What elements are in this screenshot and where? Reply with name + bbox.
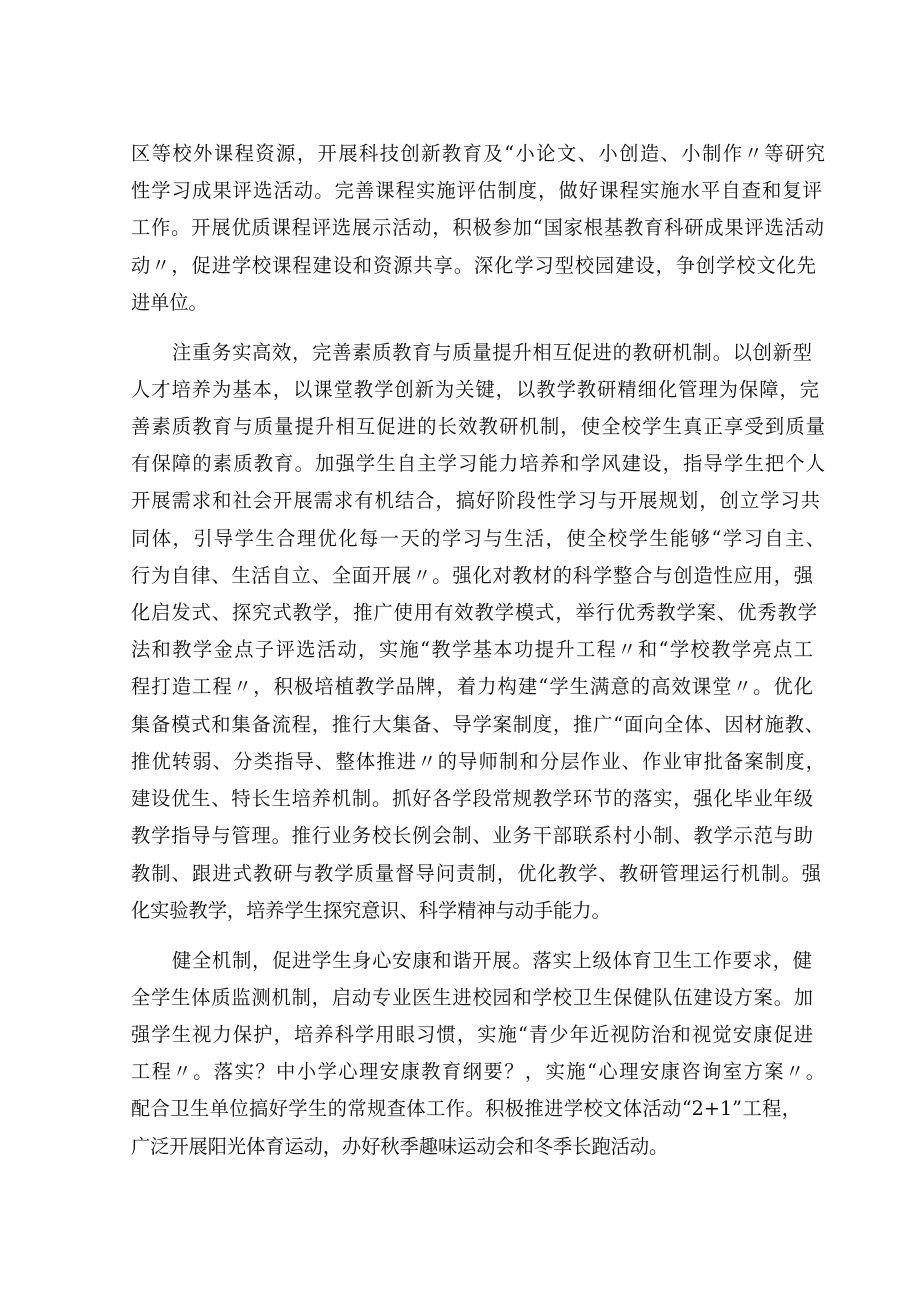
text-line — [0, 596, 920, 630]
line-text: 开展需求和社会开展需求有机结合，搞好阶段性学习与开展规划，创立学习共 — [131, 489, 820, 512]
line-text: 善素质教育与质量提升相互促进的长效教研机制，使全校学生真正享受到质量 — [131, 415, 825, 438]
text-line — [0, 336, 920, 370]
text-line — [0, 944, 920, 978]
line-text: 健全机制，促进学生身心安康和谐开展。落实上级体育卫生工作要求，健 — [172, 949, 812, 972]
text-line — [0, 708, 920, 742]
line-text: 工作。开展优质课程评选展示活动，积极参加“国家根基教育科研成果评选活动 — [131, 216, 824, 239]
text-line — [0, 484, 920, 518]
line-text: 配合卫生单位搞好学生的常规查体工作。积极推进学校文体活动“2+1”工程， — [131, 1097, 801, 1120]
line-text: 同体，引导学生合理优化每一天的学习与生活，使全校学生能够“学习自主、 — [131, 527, 825, 550]
text-line — [0, 522, 920, 556]
line-text: 化启发式、探究式教学，推广使用有效教学模式，举行优秀教学案、优秀教学 — [131, 601, 817, 624]
text-line — [0, 782, 920, 816]
text-line — [0, 447, 920, 481]
text-line — [0, 1092, 920, 1126]
line-text: 广泛开展阳光体育运动，办好秋季趣味运动会和冬季长跑活动。 — [131, 1135, 669, 1158]
line-text: 教学指导与管理。推行业务校长例会制、业务干部联系村小制、教学示范与助 — [131, 824, 813, 847]
line-text: 人才培养为基本，以课堂教学创新为关键，以教学教研精细化管理为保障，完 — [131, 378, 819, 401]
line-text: 工程〃。落实？中小学心理安康教育纲要？，实施“心理安康咨询室方案〃。 — [131, 1060, 825, 1083]
text-line — [0, 857, 920, 891]
line-text: 程打造工程〃，积极培植教学品牌，着力构建“学生满意的高效课堂〃。优化 — [131, 675, 813, 698]
text-line — [0, 211, 920, 245]
line-text: 行为自律、生活自立、全面开展〃。强化对教材的科学整合与创造性应用，强 — [131, 564, 813, 587]
text-line — [0, 1018, 920, 1052]
line-text: 强学生视力保护，培养科学用眼习惯，实施“青少年近视防治和视觉安康促进 — [131, 1023, 813, 1046]
text-line — [0, 1055, 920, 1089]
text-line — [0, 410, 920, 444]
text-line — [0, 670, 920, 704]
text-line — [0, 373, 920, 407]
text-line — [0, 894, 920, 928]
line-text: 全学生体质监测机制，启动专业医生进校园和学校卫生保健队伍建设方案。加 — [131, 986, 813, 1009]
line-text: 注重务实高效，完善素质教育与质量提升相互促进的教研机制。以创新型 — [172, 341, 812, 364]
line-text: 有保障的素质教育。加强学生自主学习能力培养和学风建设，指导学生把个人 — [131, 452, 825, 475]
line-text: 性学习成果评选活动。完善课程实施评估制度，做好课程实施水平自查和复评 — [131, 179, 822, 202]
line-text: 集备模式和集备流程，推行大集备、导学案制度，推广“面向全体、因材施教、 — [131, 713, 824, 736]
line-text: 化实验教学，培养学生探究意识、科学精神与动手能力。 — [131, 899, 611, 922]
text-line — [0, 633, 920, 667]
line-text: 法和教学金点子评选活动，实施“教学基本功提升工程〃和“学校教学亮点工 — [131, 638, 813, 661]
text-line — [0, 745, 920, 779]
text-line — [0, 249, 920, 283]
text-line — [0, 1130, 920, 1164]
text-line — [0, 819, 920, 853]
line-text: 区等校外课程资源，开展科技创新教育及“小论文、小创造、小制作〃等研究 — [131, 142, 825, 165]
line-text: 建设优生、特长生培养机制。抓好各学段常规教学环节的落实，强化毕业年级 — [131, 787, 813, 810]
line-text: 推优转弱、分类指导、整体推进〃的导师制和分层作业、作业审批备案制度， — [131, 750, 825, 773]
line-text: 进单位。 — [131, 291, 208, 314]
line-text: 教制、跟进式教研与教学质量督导问责制，优化教学、教研管理运行机制。强 — [131, 862, 821, 885]
text-line — [0, 559, 920, 593]
text-line — [0, 174, 920, 208]
line-text: 动〃，促进学校课程建设和资源共享。深化学习型校园建设，争创学校文化先 — [131, 254, 816, 277]
text-line — [0, 981, 920, 1015]
text-line — [0, 286, 920, 320]
text-line — [0, 137, 920, 171]
